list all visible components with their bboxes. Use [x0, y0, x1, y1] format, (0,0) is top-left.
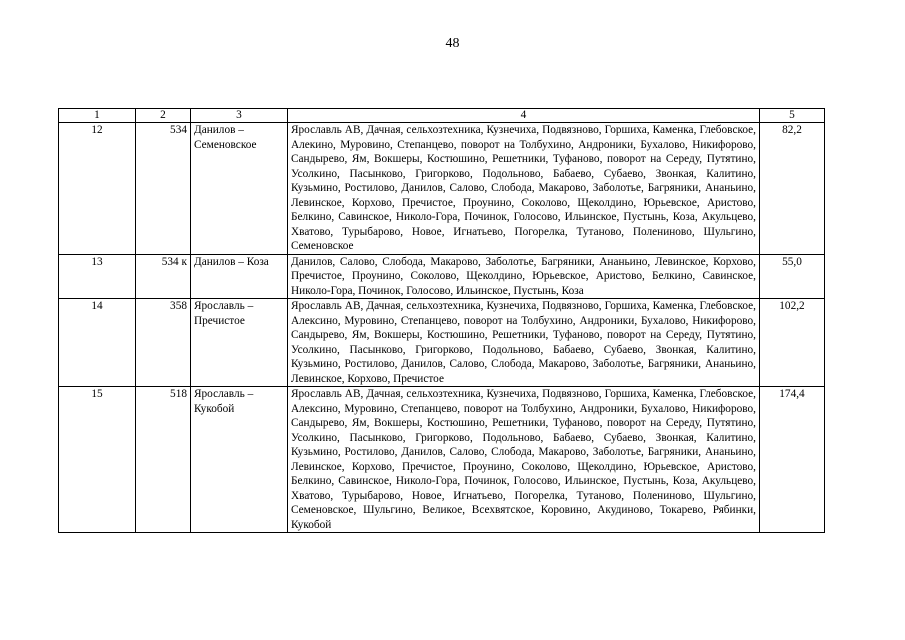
row-number: 14	[59, 299, 136, 387]
row-number: 12	[59, 123, 136, 255]
row-number: 15	[59, 387, 136, 533]
route-number: 534	[136, 123, 191, 255]
route-stops: Ярославль АВ, Дачная, сельхозтехника, Кузнечиха, Подвязново, Горшиха, Каменка, Глебовское, Алекино, Муровино, Степанцево, поворот на Толбухино, Андроники, Бухалово, Никифорово, Сандырево, Ям, Вокшеры, Костюшино, Решетники, Туфаново, поворот на Середу, Путятино, Усолкино, Пасынково, Григорково, Подольново, Бабаево, Субаево, Звонкая, Калитино, Кузьмино, Ростилово, Данилов, Салово, Слобода, Макарово, Заболотье, Багряники, Ананьино, Левинское, Корхово, Пречистое, Проунино, Соколово, Щеколдино, Юрьевское, Аристово, Белкино, Савинское, Николо-Гора, Починок, Голосово, Ильинское, Пустынь, Коза, Акульцево, Хватово, Турыбарово, Новое, Игнатьево, Погорелка, Тутаново, Полениново, Шульгино, Семеновское	[288, 123, 760, 255]
route-name: Данилов – Семеновское	[191, 123, 288, 255]
route-distance: 55,0	[760, 254, 825, 299]
route-stops: Ярославль АВ, Дачная, сельхозтехника, Кузнечиха, Подвязново, Горшиха, Каменка, Глебовское, Алексино, Муровино, Степанцево, поворот на Толбухино, Андроники, Бухалово, Никифорово, Сандырево, Ям, Вокшеры, Костюшино, Решетники, Туфаново, поворот на Середу, Путятино, Усолкино, Пасынково, Григорково, Подольново, Бабаево, Субаево, Звонкая, Калитино, Кузьмино, Ростилово, Данилов, Салово, Слобода, Макарово, Заболотье, Багряники, Ананьино, Левинское, Корхово, Пречистое	[288, 299, 760, 387]
route-distance: 82,2	[760, 123, 825, 255]
table-header	[59, 109, 825, 123]
routes-table	[58, 108, 825, 533]
table-body	[59, 123, 825, 533]
route-number: 518	[136, 387, 191, 533]
header-col-5: 5	[760, 109, 825, 123]
route-name: Ярославль – Пречистое	[191, 299, 288, 387]
header-row	[59, 109, 825, 123]
route-stops: Ярославль АВ, Дачная, сельхозтехника, Кузнечиха, Подвязново, Горшиха, Каменка, Глебовское, Алексино, Муровино, Степанцево, поворот на Толбухино, Андроники, Бухалово, Никифорово, Сандырево, Ям, Вокшеры, Костюшино, Решетники, Туфаново, поворот на Середу, Путятино, Усолкино, Пасынково, Григорково, Подольново, Бабаево, Субаево, Звонкая, Калитино, Кузьмино, Ростилово, Данилов, Салово, Слобода, Макарово, Заболотье, Багряники, Ананьино, Левинское, Корхово, Пречистое, Проунино, Соколово, Щеколдино, Юрьевское, Аристово, Белкино, Савинское, Николо-Гора, Починок, Голосово, Ильинское, Пустынь, Коза, Акульцево, Хватово, Турыбарово, Новое, Игнатьево, Погорелка, Тутаново, Полениново, Шульгино, Семеновское, Шульгино, Великое, Всехвятское, Коровино, Акудиново, Токарево, Рябинки, Кукобой	[288, 387, 760, 533]
route-distance: 102,2	[760, 299, 825, 387]
header-col-2: 2	[136, 109, 191, 123]
route-name: Данилов – Коза	[191, 254, 288, 299]
route-distance: 174,4	[760, 387, 825, 533]
table-row	[59, 123, 825, 255]
header-col-4: 4	[288, 109, 760, 123]
header-col-1: 1	[59, 109, 136, 123]
table-row	[59, 254, 825, 299]
table-row	[59, 387, 825, 533]
page-number: 48	[445, 36, 460, 51]
table-row	[59, 299, 825, 387]
route-stops: Данилов, Салово, Слобода, Макарово, Заболотье, Багряники, Ананьино, Левинское, Корхово, Пречистое, Проунино, Соколово, Щеколдино, Юрьевское, Аристово, Белкино, Савинское, Николо-Гора, Починок, Голосово, Ильинское, Пустынь, Коза	[288, 254, 760, 299]
route-number: 534 к	[136, 254, 191, 299]
header-col-3: 3	[191, 109, 288, 123]
route-name: Ярославль – Кукобой	[191, 387, 288, 533]
route-number: 358	[136, 299, 191, 387]
row-number: 13	[59, 254, 136, 299]
